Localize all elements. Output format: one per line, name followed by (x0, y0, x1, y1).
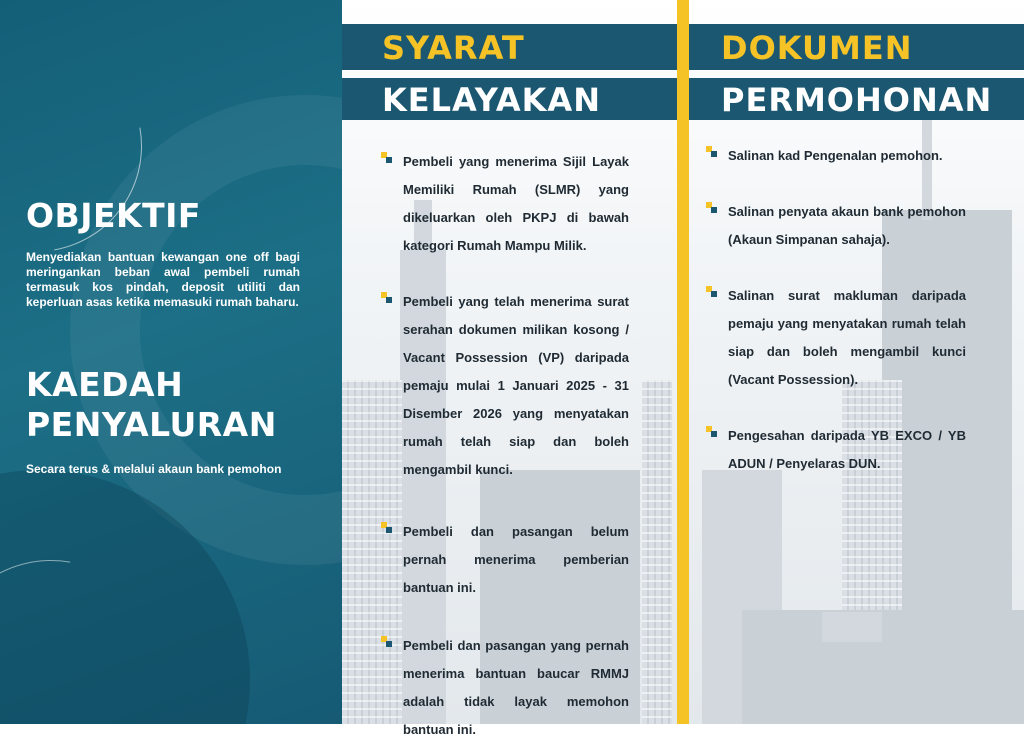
square-bullet-icon (706, 286, 717, 297)
list-item (381, 288, 629, 484)
decorative-arc (0, 516, 206, 724)
objective-panel (0, 0, 342, 724)
kaedah-heading: KAEDAH PENYALURAN (26, 365, 277, 444)
dokumen-item-text: Salinan penyata akaun bank pemohon (Akaun Simpanan sahaja). (728, 204, 966, 247)
syarat-item-text: Pembeli dan pasangan belum pernah menerima pemberian bantuan ini. (403, 524, 629, 595)
square-bullet-icon (381, 636, 392, 647)
objektif-heading: OBJEKTIF (26, 196, 201, 235)
square-bullet-icon (381, 522, 392, 533)
kaedah-text: Secara terus & melalui akaun bank pemohon (26, 462, 282, 476)
syarat-list (381, 148, 629, 744)
list-item (381, 632, 629, 744)
dokumen-item-text: Salinan kad Pengenalan pemohon. (728, 148, 943, 163)
square-bullet-icon (706, 426, 717, 437)
decorative-ring (70, 95, 342, 565)
square-bullet-icon (381, 152, 392, 163)
objektif-text: Menyediakan bantuan kewangan one off bagi meringankan beban awal pembeli rumah termasuk kos pindah, deposit utiliti dan keperluan asas ketika memasuki rumah baharu. (26, 250, 300, 309)
syarat-item-text: Pembeli yang telah menerima surat serahan dokumen milikan kosong / Vacant Possession (VP) daripada pemaju mulai 1 Januari 2025 - 31 Disember 2026 yang menyatakan rumah telah siap dan boleh mengambil kunci. (403, 294, 629, 477)
list-item (706, 282, 966, 394)
list-item (381, 518, 629, 602)
syarat-item-text: Pembeli yang menerima Sijil Layak Memiliki Rumah (SLMR) yang dikeluarkan oleh PKPJ di bawah kategori Rumah Mampu Milik. (403, 154, 629, 253)
dokumen-title: DOKUMEN (721, 29, 913, 67)
dokumen-item-text: Pengesahan daripada YB EXCO / YB ADUN / Penyelaras DUN. (728, 428, 966, 471)
square-bullet-icon (381, 292, 392, 303)
square-bullet-icon (706, 202, 717, 213)
kelayakan-title: KELAYAKAN (382, 81, 601, 119)
square-bullet-icon (706, 146, 717, 157)
list-item (706, 198, 966, 254)
list-item (706, 422, 966, 478)
decorative-circle (0, 470, 250, 724)
yellow-divider (677, 0, 689, 724)
list-item (381, 148, 629, 260)
syarat-title: SYARAT (382, 29, 525, 67)
dokumen-item-text: Salinan surat makluman daripada pemaju yang menyatakan rumah telah siap dan boleh mengambil kunci (Vacant Possession). (728, 288, 966, 387)
list-item (706, 142, 966, 170)
permohonan-title: PERMOHONAN (721, 81, 993, 119)
syarat-item-text: Pembeli dan pasangan yang pernah menerima bantuan baucar RMMJ adalah tidak layak memohon bantuan ini. (403, 638, 629, 737)
dokumen-list (706, 142, 966, 478)
